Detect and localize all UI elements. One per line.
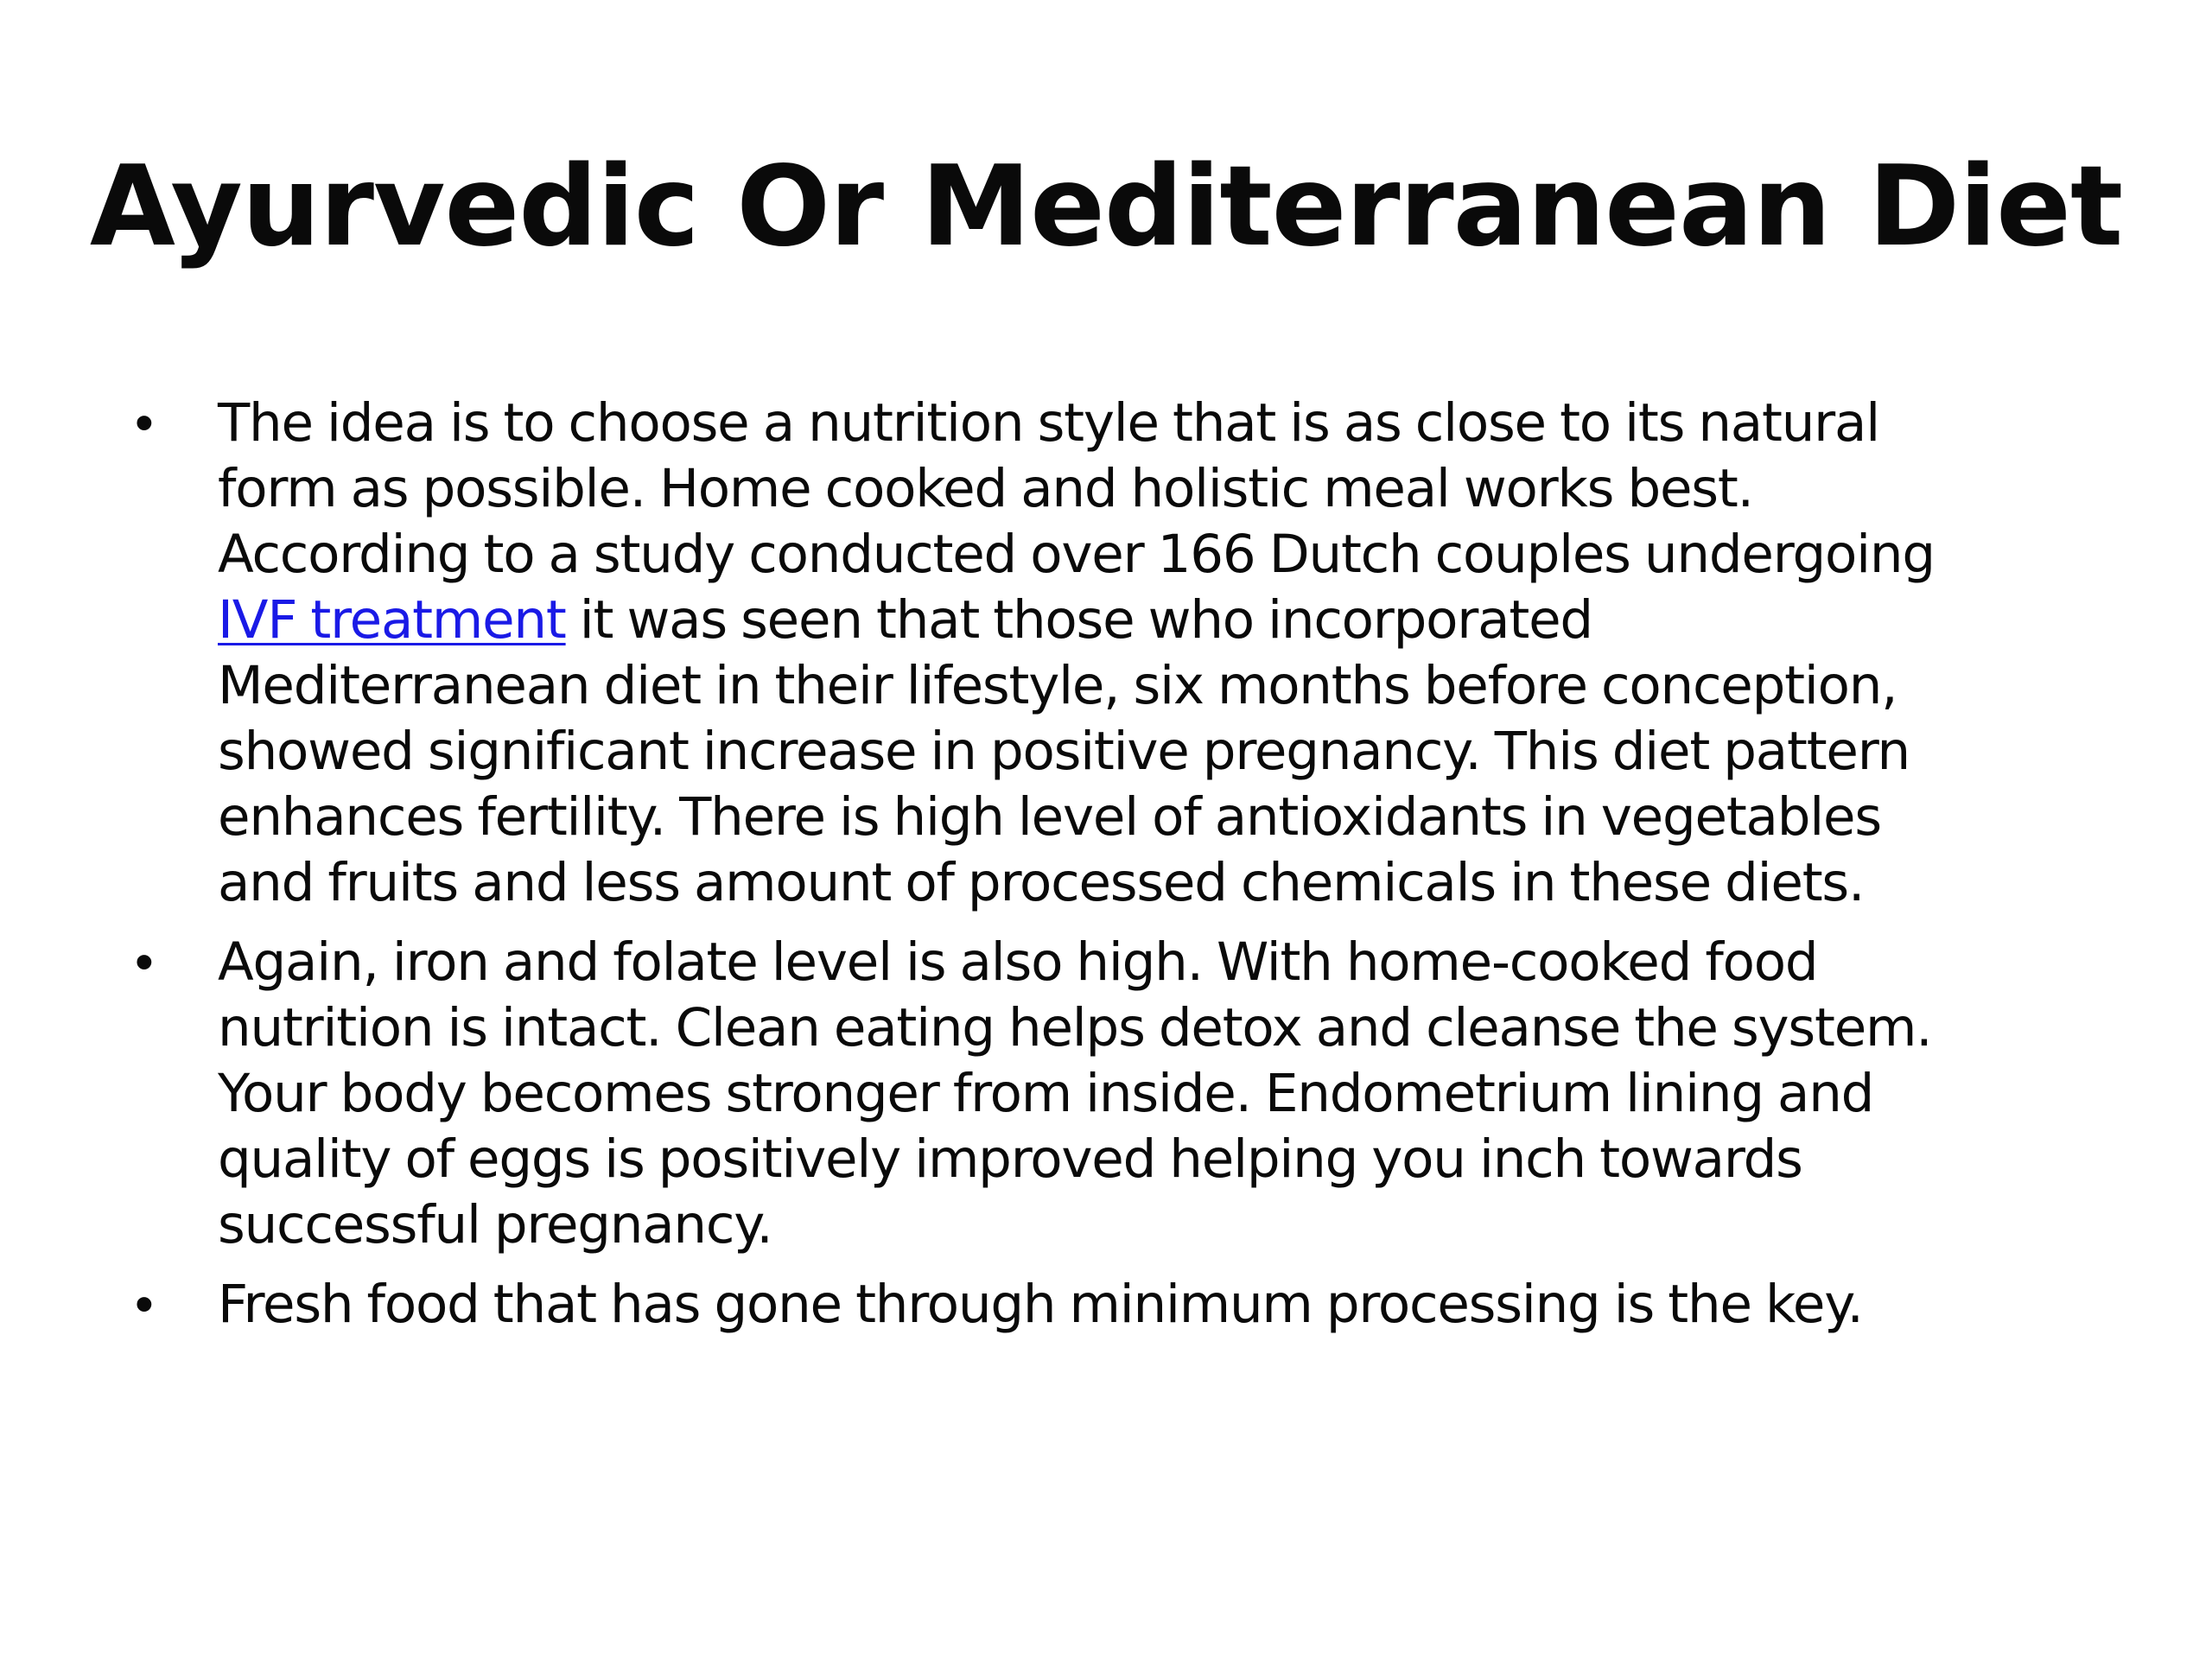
text-line: and fruits and less amount of processed chemicals in these diets. (218, 852, 1865, 913)
text-line: Fresh food that has gone through minimum processing is the key. (218, 1274, 1863, 1335)
text-line: enhances fertility. There is high level of antioxidants in vegetables (218, 786, 1881, 848)
slide-title: Ayurvedic Or Mediterranean Diet (89, 143, 2123, 271)
text-line: Your body becomes stronger from inside. Endometrium lining and (218, 1063, 1874, 1124)
text-line: quality of eggs is positively improved helping you inch towards (218, 1128, 1802, 1190)
text-line: showed significant increase in positive pregnancy. This diet pattern (218, 721, 1910, 782)
bullet-dot-icon: • (135, 393, 154, 453)
ivf-treatment-link[interactable]: IVF treatment (218, 589, 566, 651)
bullet-dot-icon: • (135, 932, 154, 992)
bullet-item-1 (128, 391, 2115, 916)
text-line: form as possible. Home cooked and holistic meal works best. (218, 458, 1753, 519)
bullet-text (218, 391, 2115, 916)
bullet-item-3 (128, 1272, 2115, 1338)
text-line: nutrition is intact. Clean eating helps detox and cleanse the system. (218, 997, 1932, 1058)
text-line-with-link (218, 588, 2115, 653)
bullet-text (218, 1272, 2115, 1338)
bullet-item-2 (128, 930, 2115, 1258)
text-fragment: it was seen that those who incorporated (565, 589, 1592, 651)
text-line: According to a study conducted over 166 Dutch couples undergoing (218, 524, 1935, 585)
text-line: The idea is to choose a nutrition style that is as close to its natural (218, 392, 1879, 454)
text-line: Mediterranean diet in their lifestyle, six months before conception, (218, 655, 1897, 716)
bullet-list (128, 391, 2115, 1351)
text-line: successful pregnancy. (218, 1194, 772, 1255)
bullet-text (218, 930, 2115, 1258)
text-line: Again, iron and folate level is also high. With home-cooked food (218, 931, 1818, 993)
bullet-dot-icon: • (135, 1274, 154, 1334)
